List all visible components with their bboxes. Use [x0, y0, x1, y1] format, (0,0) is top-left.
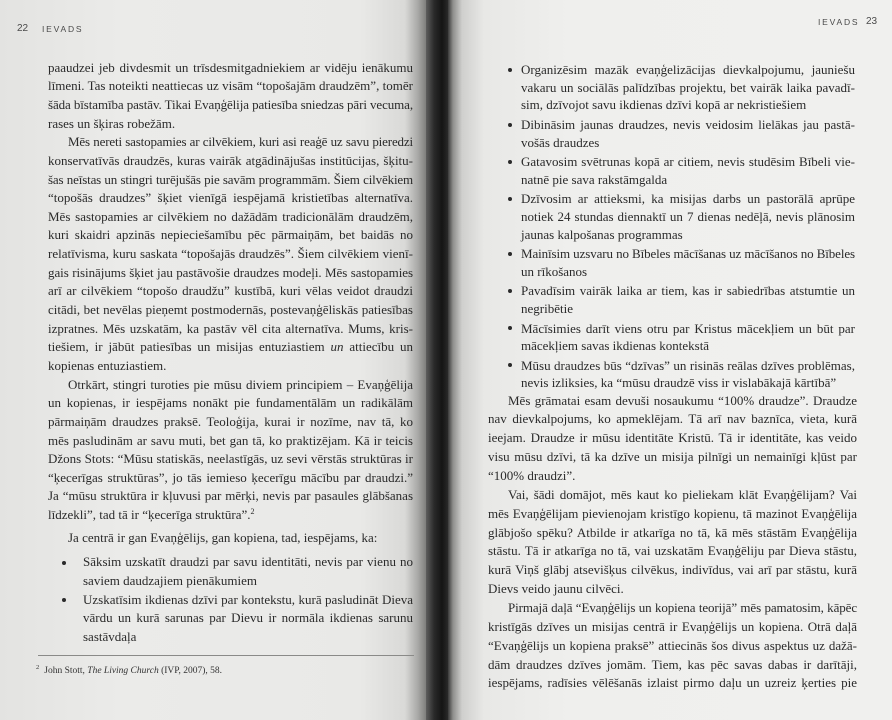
text-line: kurā Viņš glābj atsevišķus cilvēkus, indivīdus, vai arī par stāstu, kurā: [488, 562, 857, 578]
text-line: kristīgās dzīves un misijas centrā ir Evaņģēlijs un kopiena. Otrā daļā: [488, 618, 857, 634]
text-line: Mācīsimies darīt viens otru par Kristus mācekļiem un būt par: [521, 320, 855, 336]
bullet-item: [498, 282, 855, 317]
text-line: Vai, šādi domājot, mēs kaut ko pieliekam klāt Evaņģēlijam? Vai: [508, 486, 857, 502]
right-text-column: [488, 392, 857, 694]
text-line: Otrkārt, stingri turoties pie mūsu diviem principiem – Evaņģēlija: [68, 376, 413, 392]
text-line: [48, 506, 413, 525]
book-gutter: [426, 0, 450, 720]
text-line: konservatīvās draudzēs, kuras vairāk atgādinājušas institūcijas, šķitu-: [48, 152, 413, 168]
bullet-marker: [508, 363, 512, 367]
text-line: Pirmajā daļā “Evaņģēlijs un kopiena teorijā” mēs pamatosim, kāpēc: [508, 600, 857, 616]
bullet-marker: [62, 561, 66, 565]
bullet-item: [498, 153, 855, 188]
text-line: [48, 338, 413, 357]
text-line: Sāksim uzskatīt draudzi par savu identitāti, nevis par vienu no: [83, 554, 413, 570]
text-line: šas neīstas un stingri turējušās pie savām programmām. Šiem cilvēkiem: [48, 171, 413, 187]
bullet-marker: [508, 326, 512, 330]
text-span: līdzekli”, tad tā ir “ķecerīga struktūra”.: [48, 507, 251, 523]
text-line: mēs pasludinām ar savu muti, bet gan tā, ko praktizējam. Kā ir teicis: [48, 432, 413, 448]
footnote-details: (IVP, 2007), 58.: [158, 666, 223, 676]
text-line: iespējams, radīsies vēlēšanās izlaist pirmo daļu un uzreiz ķerties pie: [488, 675, 857, 691]
footnote-author: John Stott,: [44, 666, 88, 676]
text-line: Gatavosim svētrunas kopā ar citiem, nevis studēsim Bībeli vie-: [521, 154, 855, 170]
page-number-right: 23: [866, 16, 878, 27]
bullet-item: [498, 320, 855, 355]
bullet-item: [498, 190, 855, 243]
bullet-marker: [508, 160, 512, 164]
text-line: Dzīvosim ar attieksmi, ka misijas darbs un pastorālā aprūpe: [521, 191, 855, 207]
text-line: kuri skaidri apzinās nepieciešamību pēc pārmaiņām, bet baidās no: [48, 227, 413, 243]
text-line: paaudzei jeb divdesmit un trīsdesmitgadniekiem ar vidēju ienākumu: [48, 59, 413, 75]
bullet-list: [48, 553, 413, 646]
paragraph: [488, 599, 857, 693]
text-line: Mūsu draudzes būs “dzīvas” un risinās reālas dzīves problēmas,: [521, 357, 855, 373]
paragraph: [48, 376, 413, 525]
text-line: Džons Stots: “Mūsu statiskās, neelastīgās, uz sevi vērstās struktūras ir: [48, 451, 413, 467]
left-text-column: [48, 59, 413, 647]
running-head-right: IEVADS: [818, 17, 860, 27]
page-number-left: 22: [17, 23, 29, 34]
text-line: stāstu. Tā ir atkarīga no tā, vai uzskatām Evaņģēliju par Dieva stāstu,: [488, 543, 857, 559]
text-line: notiek 24 stundas diennaktī un 7 dienas nedēļā, nevis plānosim: [521, 208, 855, 224]
text-line: Dibināsim jaunas draudzes, nevis veidosim lielākas jau pastā-: [521, 116, 855, 132]
text-line: negribētie: [521, 300, 573, 316]
bullet-marker: [508, 197, 512, 201]
text-line: glābjošo spēku? Atbilde ir atkarīga no tā, kā mēs stāstām Evaņģēlija: [488, 524, 857, 540]
text-line: nav dievkalpojums, ko apmeklējam. Tā arī nav baznīca, vieta, kurā: [488, 411, 857, 427]
text-line: vakaru un sociālās palīdzības projektu, bet vairāk laika pavadī-: [521, 79, 855, 95]
bullet-item: [48, 553, 413, 590]
text-line: “100% draudzi”.: [488, 468, 576, 484]
text-line: rases un šķiras robežām.: [48, 115, 176, 131]
text-line: izpratnes. Mēs uzskatām, ka pastāv vēl cita alternatīva. Mums, kris-: [48, 320, 413, 336]
footnote-reference: 2: [250, 507, 255, 517]
bullet-item: [498, 116, 855, 151]
text-line: Mēs grāmatai esam devuši nosaukumu “100% draudze”. Draudze: [508, 392, 857, 408]
text-line: Dievs veido jaunu cilvēci.: [488, 581, 624, 597]
footnote-mark: 2: [36, 664, 40, 671]
text-line: Ja “mūsu struktūra ir kļuvusi par mērķi, nevis par pasaules glābšanas: [48, 488, 413, 504]
text-line: jaunas kalpošanas programmas: [521, 226, 683, 242]
emphasis-text: un: [330, 339, 344, 355]
text-line: un rīkošanos: [521, 263, 588, 279]
text-line: visu mūsu dzīvi, tā ka dzīve un misija pilnīgi un nemainīgi kļūst par: [488, 449, 857, 465]
text-line: gais risinājums šķiet jau pastāvošie draudzes modeļi. Mēs sastopamies: [48, 264, 413, 280]
paragraph: [48, 133, 413, 375]
text-line: “ķecerīgas struktūras”, jo tās iemieso ķecerīgu mācību par draudzi.”: [48, 469, 413, 485]
text-line: Mēs sastopamies ar cilvēkiem no dažādām tradicionālām draudzēm,: [48, 208, 413, 224]
text-line: mēs Evaņģēlijam pievienojam kristīgo kopienu, tā mazinot Evaņģēlija: [488, 505, 857, 521]
text-line: Pavadīsim vairāk laika ar tiem, kas ir sabiedrības atstumtie un: [521, 283, 855, 299]
text-line: vārdu un kurā sarunas par Dievu ir normāla ikdienas sarunu: [83, 610, 413, 626]
bullet-item: [498, 357, 855, 392]
text-line: natnē pie sava rakstāmgalda: [521, 171, 668, 187]
bullet-item: [498, 245, 855, 280]
text-line: un kopienas, ir iespējams nonākt pie fundamentālām un radikālām: [48, 395, 413, 411]
text-line: saviem daudzajiem pienākumiem: [83, 572, 257, 588]
text-line: dām draudzes dzīves jomām. Tiem, kas pēc savas dabas ir darītāji,: [488, 656, 857, 672]
text-line: Ja centrā ir gan Evaņģēlijs, gan kopiena, tad, iespējams, ka:: [68, 529, 378, 545]
text-line: citādi, bet nevēlas pieņemt postmodernās, postevaņģēliskās patiesības: [48, 302, 413, 318]
bullet-marker: [508, 123, 512, 127]
text-line: Mēs nereti sastopamies ar cilvēkiem, kuri asi reaģē uz savu pieredzi: [68, 134, 413, 150]
bullet-item: [498, 61, 855, 114]
paragraph: [488, 486, 857, 599]
text-span: attiecību un: [349, 339, 414, 355]
paragraph: [48, 59, 413, 134]
text-line: Mainīsim uzsvaru no Bībeles mācīšanas uz mācīšanos no Bībeles: [521, 246, 855, 262]
text-line: vošās draudzes: [521, 134, 600, 150]
bullet-marker: [508, 252, 512, 256]
text-line: mācekļiem savas ikdienas kontekstā: [521, 338, 710, 354]
text-line: sastāvdaļa: [83, 628, 137, 644]
text-line: pārmaiņām draudzes praksē. Teoloģija, kurai ir nozīme, nav tā, ko: [48, 413, 413, 429]
paragraph: [48, 529, 413, 548]
bullet-marker: [62, 598, 66, 602]
text-line: kopienas entuziastiem.: [48, 357, 167, 373]
footnote-divider: [38, 655, 414, 656]
text-line: Organizēsim mazāk evaņģelizācijas dievkalpojumu, jauniešu: [521, 62, 855, 78]
text-line: nevis izliksies, ka “mūsu draudzē viss ir vislabākajā kārtībā”: [521, 375, 837, 391]
text-line: šāda bīstamība pastāv. Tikai Evaņģēlija patiesība sniedzas pāri vecuma,: [48, 96, 413, 112]
bullet-marker: [508, 289, 512, 293]
running-head-left: IEVADS: [42, 24, 84, 34]
bullet-marker: [508, 68, 512, 72]
text-line: arī ar cilvēkiem “topošo draudžu” kustībā, kuri vēlas veidot draudzi: [48, 283, 413, 299]
text-line: “topošās draudzes” šķiet vienīgā iespējamā kristietības alternatīva.: [48, 190, 413, 206]
footnote-title: The Living Church: [87, 666, 159, 676]
footnote: [36, 666, 222, 676]
bullet-list: [498, 61, 855, 392]
paragraph: [488, 392, 857, 486]
bullet-item: [48, 591, 413, 647]
text-line: sim, dzīvojot savu ikdienas dzīvi kopā ar nekristiešiem: [521, 97, 807, 113]
text-line: līmeni. Tas noteikti neattiecas uz visām “topošajām draudzēm”, tomēr: [48, 78, 413, 94]
text-line: ieejam. Draudze ir mūsu identitāte Kristū. Tā ir identitāte, kas veido: [488, 430, 857, 446]
text-line: relatīvisma, kuru saskata “topošajās draudzēs”. Šiem cilvēkiem vienī-: [48, 246, 413, 262]
text-span: tiešiem, ir jābūt patiesības un misijas entuziastiem: [48, 339, 325, 355]
text-line: “Evaņģēlijs un kopiena praksē” attiecinās šos divus aspektus uz dažā-: [488, 637, 857, 653]
text-line: Uzskatīsim ikdienas dzīvi par kontekstu, kurā pasludināt Dieva: [83, 591, 413, 607]
